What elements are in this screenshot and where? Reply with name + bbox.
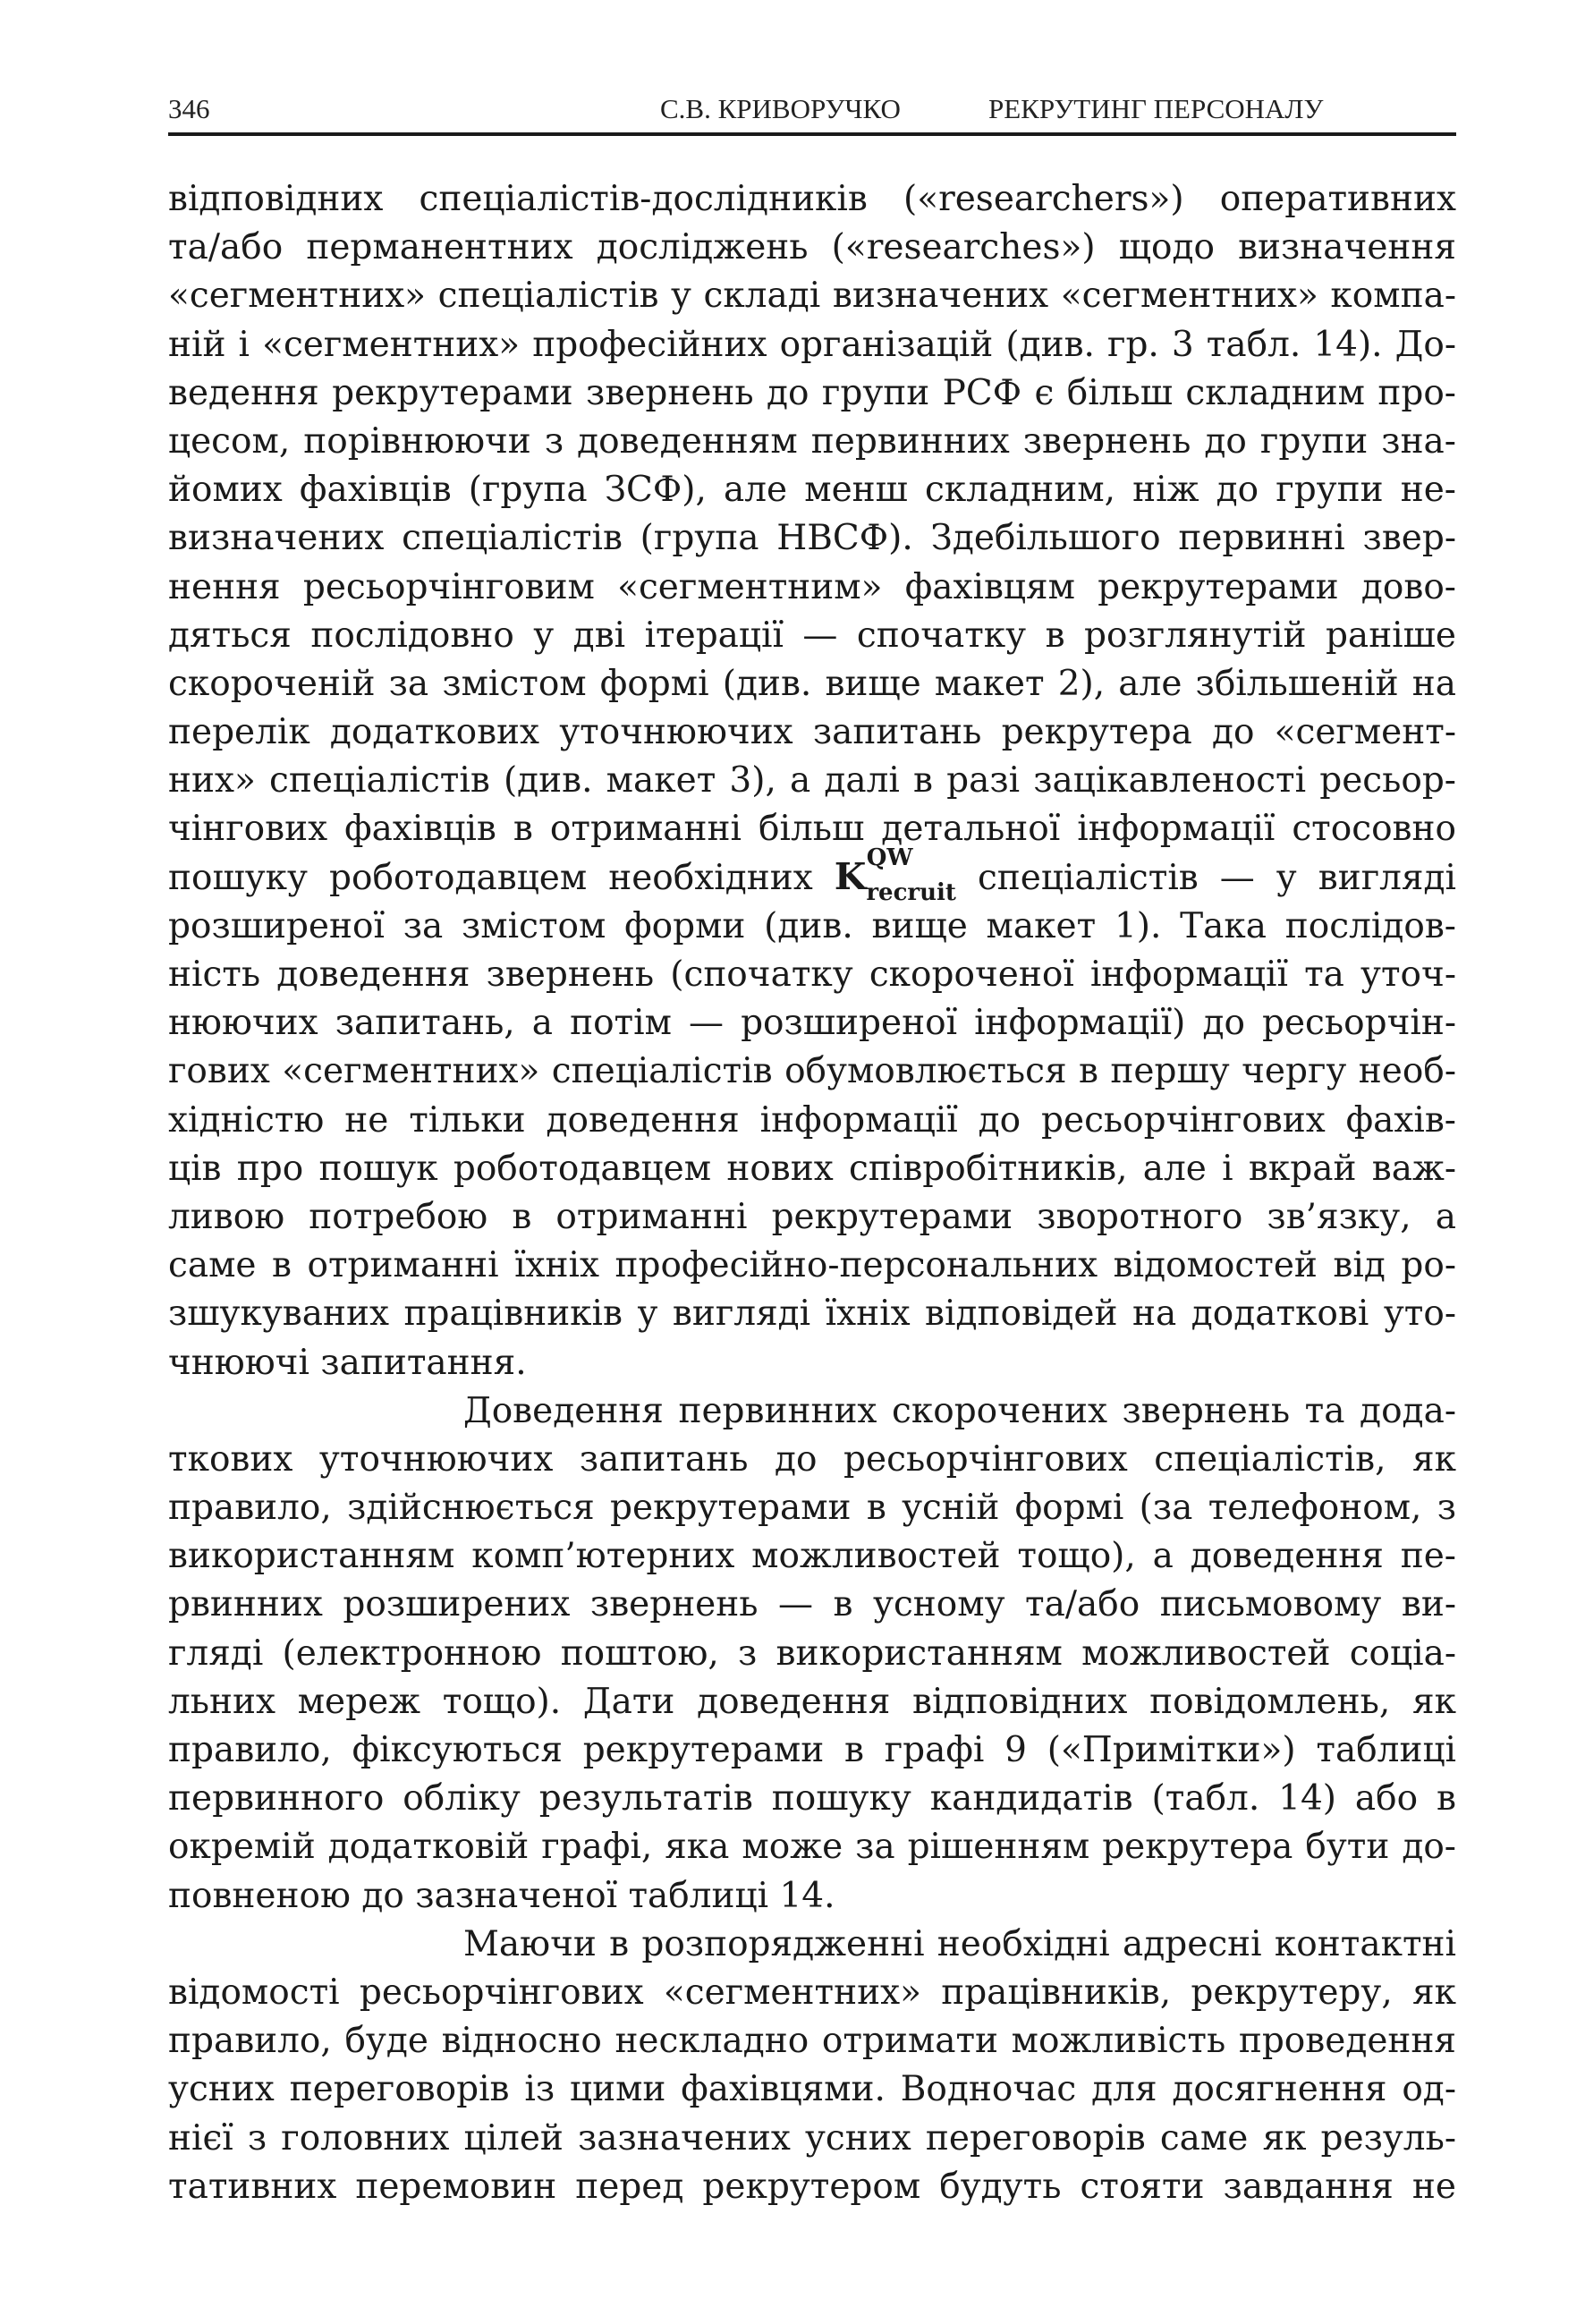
text-line: відповідних спеціалістів-дослідників («researchers») оперативних [168,179,1456,219]
paragraph-3 [168,1921,1456,2211]
text-line: хідністю не тільки доведення інформації до ресьорчінгових фахів- [168,1099,1456,1141]
text-line: первинного обліку результатів пошуку кандидатів (табл. 14) або в [168,1778,1456,1819]
text-line: гляді (електронною поштою, з використанням можливостей соціа- [168,1633,1456,1674]
text-line: повненою до зазначеної таблиці 14. [168,1875,835,1916]
text-line: цесом, порівнюючи з доведенням первинних звернень до групи зна- [168,420,1456,462]
text-line: визначених спеціалістів (група НВСФ). Здебільшого первинні звер- [168,518,1456,559]
text-line: «сегментних» спеціалістів у складі визначених «сегментних» компа- [168,276,1456,317]
k-qw-recruit-formula [834,844,956,906]
text-line: гових «сегментних» спеціалістів обумовлюється в першу чергу необ- [168,1051,1456,1092]
body-text [168,175,1456,2211]
text-line: окремій додатковій графі, яка може за рішенням рекрутера бути до- [168,1827,1456,1868]
formula-line [168,844,1456,906]
text-line: ведення рекрутерами звернень до групи РСФ є більш складним про- [168,372,1456,413]
text-line: нення ресьорчінговим «сегментним» фахівцям рекрутерами дово- [168,566,1456,607]
page-number: 346 [168,93,210,124]
text-line: нієї з головних цілей зазначених усних переговорів саме як резуль- [168,2117,1456,2159]
text-line: відомості ресьорчінгових «сегментних» працівників, рекрутеру, як [168,1972,1456,2013]
formula-line-after: спеціалістів — у вигляді [977,857,1456,898]
text-line: рвинних розширених звернень — в усному та/або письмовому ви- [168,1584,1456,1625]
text-line: усних переговорів із цими фахівцями. Водночас для досягнення од- [168,2069,1456,2110]
text-line: та/або перманентних досліджень («researches») щодо визначення [168,227,1456,268]
author-name: С.В. КРИВОРУЧКО [660,93,901,124]
text-line: перелік додаткових уточнюючих запитань рекрутера до «сегмент- [168,712,1456,753]
text-line: правило, фіксуються рекрутерами в графі 9 («Примітки») таблиці [168,1730,1456,1770]
text-line: йомих фахівців (група ЗСФ), але менш складним, ніж до групи не- [168,470,1456,511]
text-line: ців про пошук роботодавцем нових співробітників, але і вкрай важ- [168,1148,1456,1189]
text-line: зшукуваних працівників у вигляді їхніх відповідей на додаткові уто- [168,1293,1456,1335]
text-line: розширеної за змістом форми (див. вище макет 1). Така послідов- [168,905,1456,946]
text-line: ність доведення звернень (спочатку скороченої інформації та уточ- [168,954,1456,995]
formula-subscript: recruit [866,878,956,906]
text-line: чінгових фахівців в отриманні більш детальної інформації стосовно [168,809,1456,850]
text-line: скороченій за змістом формі (див. вище макет 2), але збільшеній на [168,663,1456,704]
book-title: РЕКРУТИНГ ПЕРСОНАЛУ [988,93,1324,124]
text-line: ткових уточнюючих запитань до ресьорчінгових спеціалістів, як [168,1438,1456,1480]
text-line: використанням комп’ютерних можливостей тощо), а доведення пе- [168,1536,1456,1577]
formula-superscript: QW [866,844,913,871]
text-line: ній і «сегментних» професійних організацій (див. гр. 3 табл. 14). До- [168,324,1456,365]
paragraph-1 [168,175,1456,1387]
text-line: саме в отриманні їхніх професійно-персональних відомостей від ро- [168,1245,1456,1286]
text-line: чнюючі запитання. [168,1342,527,1383]
paragraph-2 [168,1387,1456,1921]
text-line: них» спеціалістів (див. макет 3), а далі в разі зацікавленості ресьор- [168,760,1456,802]
text-line: Маючи в розпорядженні необхідні адресні контактні [463,1923,1456,1964]
formula-symbol: K [834,854,867,898]
text-line: Доведення первинних скорочених звернень та дода- [463,1390,1456,1431]
text-line: льних мереж тощо). Дати доведення відповідних повідомлень, як [168,1681,1456,1722]
text-line: ливою потребою в отриманні рекрутерами зворотного зв’язку, а [168,1196,1456,1237]
formula-line-before: пошуку роботодавцем необхідних [168,857,813,898]
text-line: правило, здійснюється рекрутерами в усній формі (за телефоном, з [168,1488,1456,1529]
text-line: дяться послідовно у дві ітерації — спочатку в розглянутій раніше [168,615,1456,656]
text-line: тативних перемовин перед рекрутером будуть стояти завдання не [168,2166,1456,2207]
text-line: нюючих запитань, а потім — розширеної інформації) до ресьорчін- [168,1003,1456,1044]
text-line: правило, буде відносно нескладно отримати можливість проведення [168,2021,1456,2062]
running-head [168,89,1456,136]
